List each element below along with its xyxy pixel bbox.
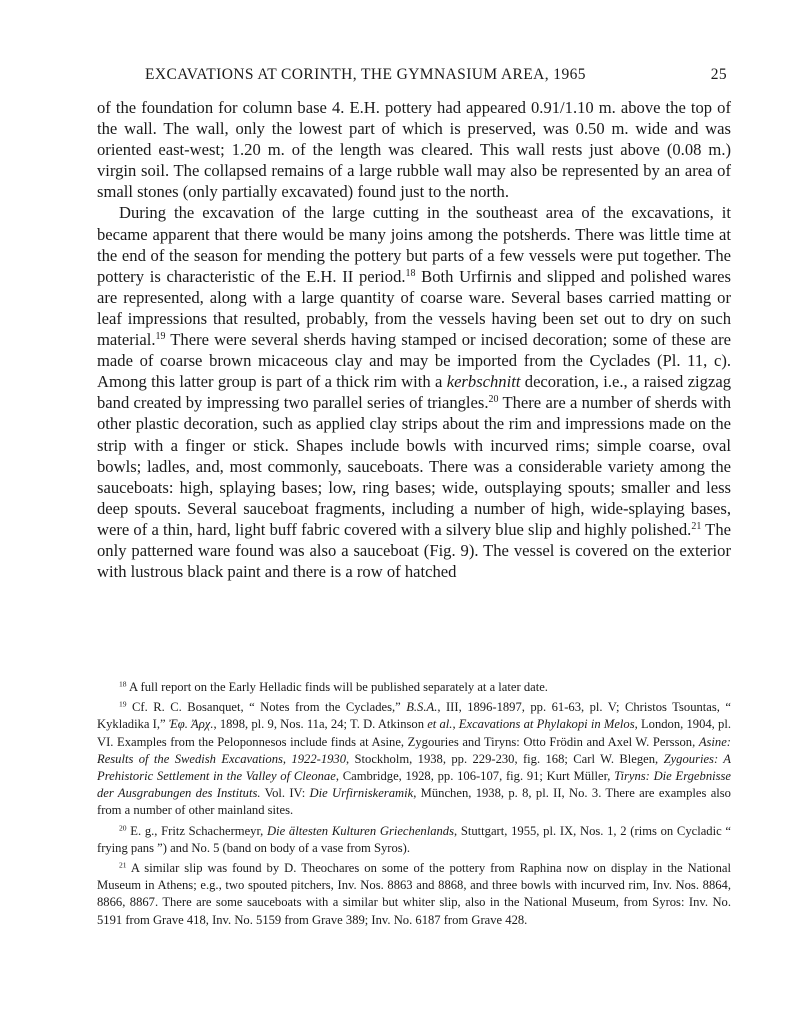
- text-span: There were several sherds having stamped or incised decoration; some of these are made of coarse brown micaceous clay and may be imported from the Cyclades (Pl. 11, c). Among this latter group is part of a thick rim with a: [97, 330, 731, 392]
- footnote-number: 19: [119, 699, 127, 709]
- citation-title: Ἐφ. Ἀρχ.: [168, 717, 214, 732]
- footnote-ref-21[interactable]: 21: [691, 520, 702, 532]
- footnote-text: , London, 1904, pl. VI. Examples from the Peloponnesos include finds at Asine, Zygouries and Tiryns: Otto Frödin and Axel W. Persson,: [97, 717, 731, 749]
- citation-title: Asine: Results of the Swedish Excavations, 1922-1930: [97, 734, 731, 766]
- footnote-text: A similar slip was found by D. Theochares on some of the pottery from Raphina now on display in the National Museum in Athens; e.g., two spouted pitchers, Inv. Nos. 8863 and 8868, and three bowls with incurved rim, Inv. Nos. 8864, 8866, 8867. There are some sauceboats with a similar but whiter slip, also in the National Museum, from Syros: Inv. No. 5191 from Grave 418, Inv. No. 5159 from Grave 389; Inv. No. 6187 from Grave 428.: [97, 861, 731, 927]
- italic-term: kerbschnitt: [446, 372, 521, 392]
- footnote-21: [97, 860, 731, 929]
- footnote-text: Cf. R. C. Bosanquet, “ Notes from the Cyclades,”: [126, 700, 407, 715]
- footnote-19: [97, 699, 731, 819]
- citation-title: B.S.A.: [406, 700, 438, 715]
- text-span: The only patterned ware found was also a sauceboat (Fig. 9). The vessel is covered on the exterior with lustrous black paint and there is a row of hatched: [97, 519, 731, 582]
- footnotes: [97, 679, 731, 932]
- running-header: [97, 66, 727, 88]
- footnote-text: , Stuttgart, 1955, pl. IX, Nos. 1, 2 (rims on Cycladic “ frying pans ”) and No. 5 (band on body of a vase from Syros).: [97, 823, 731, 855]
- citation-title: et al., Excavations at Phylakopi in Melos: [427, 717, 635, 732]
- footnote-ref-20[interactable]: 20: [488, 394, 499, 406]
- text-span: There are a number of sherds with other plastic decoration, such as applied clay strips about the rim and impressions made on the strip with a finger or stick. Shapes include bowls with incurved rims; simple coarse, oval bowls; ladles, and, most commonly, sauceboats. There was a considerable variety among the sauceboats: high, splaying bases; low, ring bases; wide, outsplaying spouts; smaller and less deep spouts. Several sauceboat fragments, including a number of high, wide-splaying bases, were of a thin, hard, light buff fabric covered with a silvery blue slip and highly polished.: [97, 393, 731, 539]
- citation-title: Die ältesten Kulturen Griechenlands: [267, 823, 454, 838]
- paragraph-1: of the foundation for column base 4. E.H. pottery had appeared 0.91/1.10 m. above the top of the wall. The wall, only the lowest part of which is preserved, was 0.50 m. wide and was oriented east-west; 1.20 m. of the length was cleared. This wall rests just above (0.08 m.) virgin soil. The collapsed remains of a large rubble wall may also be represented by an area of small stones (only partially excavated) found just to the north.: [97, 98, 731, 202]
- footnote-ref-18[interactable]: 18: [405, 267, 416, 279]
- footnote-text: , München, 1938, p. 8, pl. II, No. 3. There are examples also from a number of other mainland sites.: [97, 786, 731, 818]
- text-span: decoration, i.e., a raised zigzag band created by impressing two parallel series of triangles.: [97, 372, 731, 413]
- citation-title: Tiryns: Die Ergebnisse der Ausgrabungen des Instituts.: [97, 769, 732, 801]
- paragraph-2: [97, 202, 731, 582]
- footnote-number: 21: [119, 860, 127, 870]
- footnote-18: [97, 679, 731, 696]
- page-number: 25: [710, 66, 727, 83]
- running-title: EXCAVATIONS AT CORINTH, THE GYMNASIUM AREA, 1965: [145, 66, 586, 83]
- footnote-20: [97, 823, 731, 857]
- footnote-number: 18: [119, 679, 127, 689]
- footnote-text: , 1898, pl. 9, Nos. 11a, 24; T. D. Atkinson: [213, 717, 428, 732]
- footnote-text: , Stockholm, 1938, pp. 229-230, fig. 168; Carl W. Blegen,: [346, 751, 664, 766]
- main-text: [97, 97, 731, 582]
- citation-title: Die Urfirniskeramik: [309, 786, 414, 801]
- footnote-text: E. g., Fritz Schachermeyr,: [126, 823, 268, 838]
- footnote-ref-19[interactable]: 19: [155, 331, 166, 343]
- text-span: Both Urfirnis and slipped and polished wares are represented, along with a large quantity of coarse ware. Several bases carried matting or leaf impressions that resulted, probably, from the vessels having been set out to dry on such material.: [97, 266, 731, 350]
- footnote-text: , III, 1896-1897, pp. 61-63, pl. V; Christos Tsountas, “ Kykladika I,”: [97, 700, 731, 732]
- footnote-text: Vol. IV:: [260, 786, 310, 801]
- footnote-text: A full report on the Early Helladic finds will be published separately at a later date.: [126, 680, 548, 694]
- footnote-number: 20: [119, 823, 127, 833]
- citation-title: Zygouries: A Prehistoric Settlement in the Valley of Cleonae: [97, 751, 731, 784]
- text-span: During the excavation of the large cutting in the southeast area of the excavations, it became apparent that there would be many joins among the potsherds. There was little time at the end of the season for mending the pottery but parts of a few vessels were put together. The pottery is characteristic of the E.H. II period.: [97, 203, 731, 286]
- footnote-text: , Cambridge, 1928, pp. 106-107, fig. 91; Kurt Müller,: [335, 769, 615, 784]
